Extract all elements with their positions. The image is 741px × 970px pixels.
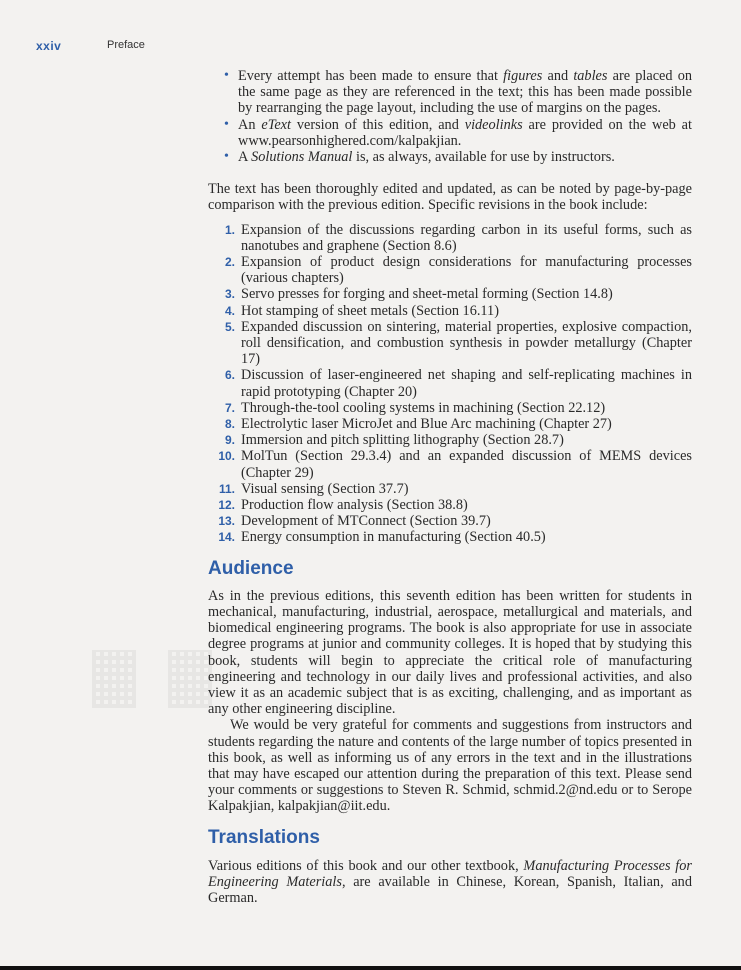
revisions-list: [208, 222, 692, 546]
revision-number: 5.: [224, 319, 235, 334]
bullet-icon: •: [224, 149, 229, 165]
bullet-icon: •: [224, 116, 229, 132]
text-run: A: [238, 149, 252, 166]
revision-number: 1.: [224, 222, 235, 237]
revision-text: Servo presses for forging and sheet-metal forming (Section 14.8): [241, 286, 613, 303]
revisions-intro: The text has been thoroughly edited and updated, as can be noted by page-by-page comparison with the previous edition. Specific revisions in the book include:: [208, 181, 692, 214]
revision-text: Development of MTConnect (Section 39.7): [241, 513, 491, 530]
revision-text: Expansion of the discussions regarding carbon in its useful forms, such as nanotubes and graphene (Section 8.6): [241, 221, 692, 254]
text-run: are provided on the web at www.pearsonhighered.com/kalpakjian.: [238, 116, 692, 149]
revision-number: 14.: [218, 530, 235, 545]
text-run: are placed on the same page as they are referenced in the text; this has been made possible by rearranging the page layout, including the use of margins on the pages.: [238, 68, 692, 117]
revision-number: 13.: [218, 514, 235, 529]
feature-bullet-list: [208, 68, 692, 165]
italic-text: Manufacturing Processes for Engineering Materials: [208, 857, 692, 890]
revision-item: [208, 529, 692, 545]
revision-text: MolTun (Section 29.3.4) and an expanded discussion of MEMS devices (Chapter 29): [241, 448, 692, 481]
revision-item: [208, 497, 692, 513]
text-run: Every attempt has been made to ensure that: [238, 68, 504, 84]
revision-number: 9.: [224, 433, 235, 448]
bottom-edge: [0, 966, 741, 970]
revision-number: 8.: [224, 417, 235, 432]
revision-text: Expansion of product design considerations for manufacturing processes (various chapters): [241, 254, 692, 287]
revision-item: [208, 481, 692, 497]
running-head: Preface: [107, 39, 145, 51]
revision-item: [208, 367, 692, 399]
bullet-item: [208, 117, 692, 149]
italic-text: figures: [503, 68, 543, 84]
revision-text: Through-the-tool cooling systems in machining (Section 22.12): [241, 399, 606, 416]
revision-item: [208, 222, 692, 254]
revision-item: [208, 319, 692, 368]
italic-text: eText: [261, 116, 291, 133]
text-run: , are available in Chinese, Korean, Spanish, Italian, and German.: [208, 873, 692, 906]
revision-number: 10.: [218, 449, 235, 464]
page-number: xxiv: [36, 39, 62, 53]
text-run: version of this edition, and: [291, 116, 465, 133]
bullet-icon: •: [224, 68, 229, 83]
audience-paragraph-2: We would be very grateful for comments and suggestions from instructors and students regarding the nature and contents of the large number of topics presented in this book, as well as informing us of any errors in the text and in the illustrations that may have escaped our attention during the preparation of this text. Please send your comments or suggestions to Steven R. Schmid, schmid.2@nd.edu or to Serope Kalpakjian, kalpakjian@iit.edu.: [208, 717, 692, 815]
revision-number: 4.: [224, 303, 235, 318]
translations-paragraph: [208, 858, 692, 907]
revision-item: [208, 286, 692, 302]
revision-text: Expanded discussion on sintering, material properties, explosive compaction, roll densification, and combustion synthesis in powder metallurgy (Chapter 17): [241, 318, 692, 368]
revision-item: [208, 254, 692, 286]
revision-number: 2.: [224, 255, 235, 270]
show-through-qr-code: [92, 650, 136, 708]
revision-text: Discussion of laser-engineered net shaping and self-replicating machines in rapid prototyping (Chapter 20): [241, 367, 692, 400]
body-text: [208, 68, 692, 906]
revision-item: [208, 448, 692, 480]
revision-item: [208, 303, 692, 319]
show-through-qr-code: [168, 650, 212, 708]
italic-text: tables: [573, 68, 608, 84]
revision-item: [208, 400, 692, 416]
revision-number: 7.: [224, 400, 235, 415]
text-run: is, as always, available for use by instructors.: [352, 149, 615, 166]
revision-number: 12.: [218, 498, 235, 513]
text-run: and: [542, 68, 574, 84]
revision-text: Electrolytic laser MicroJet and Blue Arc machining (Chapter 27): [241, 416, 612, 433]
bullet-item: [208, 68, 692, 117]
revision-item: [208, 513, 692, 529]
italic-text: Solutions Manual: [251, 149, 353, 166]
revision-number: 11.: [218, 481, 235, 496]
revision-text: Visual sensing (Section 37.7): [241, 480, 409, 497]
audience-heading: Audience: [208, 557, 294, 579]
revision-text: Immersion and pitch splitting lithography (Section 28.7): [241, 432, 564, 449]
bullet-item: [208, 149, 692, 165]
revision-text: Production flow analysis (Section 38.8): [241, 497, 468, 514]
revision-text: Energy consumption in manufacturing (Section 40.5): [241, 529, 546, 546]
revision-item: [208, 432, 692, 448]
italic-text: videolinks: [464, 116, 523, 133]
revision-text: Hot stamping of sheet metals (Section 16.11): [241, 302, 499, 319]
text-run: An: [238, 116, 262, 133]
text-run: Various editions of this book and our other textbook,: [208, 857, 524, 874]
translations-heading: Translations: [208, 826, 320, 848]
audience-paragraph-1: As in the previous editions, this seventh edition has been written for students in mechanical, manufacturing, industrial, aerospace, metallurgical and materials, and biomedical engineering programs. The book is also appropriate for use in associate degree programs at junior and community colleges. It is hoped that by studying this book, students will begin to appreciate the critical role of manufacturing engineering and technology in our daily lives and professional activities, and also view it as an academic subject that is as exciting, challenging, and as important as any other engineering discipline.: [208, 587, 692, 718]
revision-item: [208, 416, 692, 432]
revision-number: 3.: [224, 287, 235, 302]
revision-number: 6.: [224, 368, 235, 383]
